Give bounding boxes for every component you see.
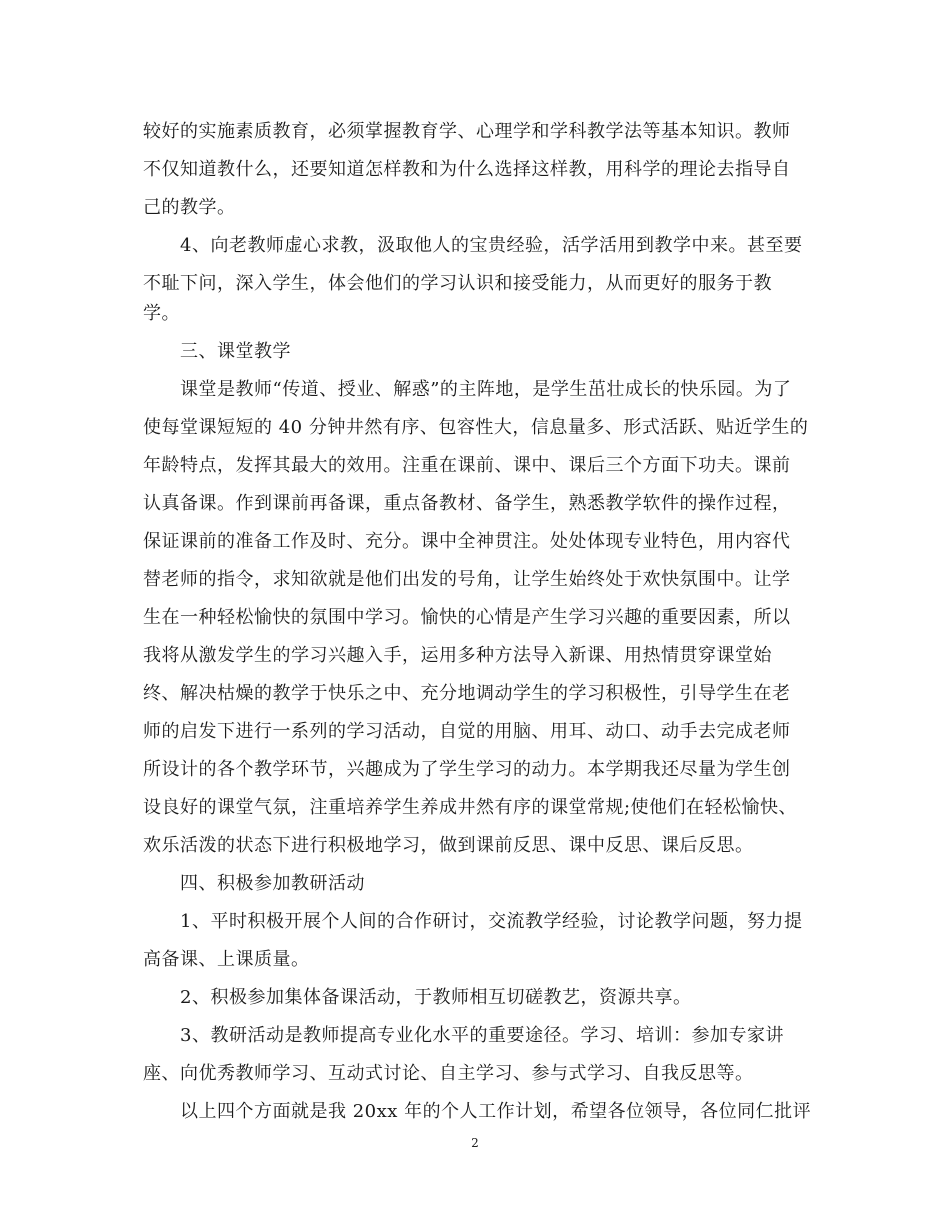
section-heading: 四、积极参加教研活动 [180, 873, 365, 894]
paragraph-line: 设良好的课堂气氛，注重培养学生养成井然有序的课堂常规;使他们在轻松愉快、 [143, 797, 798, 818]
paragraph-line: 所设计的各个教学环节，兴趣成为了学生学习的动力。本学期我还尽量为学生创 [143, 759, 791, 780]
paragraph-line: 保证课前的准备工作及时、充分。课中全神贯注。处处体现专业特色，用内容代 [143, 531, 791, 552]
paragraph-line: 较好的实施素质教育，必须掌握教育学、心理学和学科教学法等基本知识。教师 [143, 121, 791, 142]
paragraph-line: 认真备课。作到课前再备课，重点备教材、备学生，熟悉教学软件的操作过程， [143, 493, 791, 514]
paragraph-line: 我将从激发学生的学习兴趣入手，运用多种方法导入新课、用热情贯穿课堂始 [143, 645, 772, 666]
paragraph-line: 4、向老教师虚心求教，汲取他人的宝贵经验，活学活用到教学中来。甚至要 [180, 235, 803, 256]
paragraph-line: 不耻下问，深入学生，体会他们的学习认识和接受能力，从而更好的服务于教 [143, 273, 772, 294]
paragraph-line: 课堂是教师“传道、授业、解惑”的主阵地，是学生茁壮成长的快乐园。为了 [180, 379, 792, 400]
paragraph-line: 1、平时积极开展个人间的合作研讨，交流教学经验，讨论教学问题，努力提 [180, 911, 803, 932]
paragraph-line: 替老师的指令，求知欲就是他们出发的号角，让学生始终处于欢快氛围中。让学 [143, 569, 791, 590]
paragraph-line: 3、教研活动是教师提高专业化水平的重要途径。学习、培训：参加专家讲 [180, 1025, 784, 1046]
paragraph-line: 使每堂课短短的 40 分钟井然有序、包容性大，信息量多、形式活跃、贴近学生的 [143, 417, 809, 438]
paragraph-line: 2、积极参加集体备课活动，于教师相互切磋教艺，资源共享。 [180, 987, 692, 1008]
paragraph-line: 不仅知道教什么，还要知道怎样教和为什么选择这样教，用科学的理论去指导自 [143, 159, 791, 180]
paragraph-line: 师的启发下进行一系列的学习活动，自觉的用脑、用耳、动口、动手去完成老师 [143, 721, 791, 742]
paragraph-line: 座、向优秀教师学习、互动式讨论、自主学习、参与式学习、自我反思等。 [143, 1063, 754, 1084]
paragraph-line: 生在一种轻松愉快的氛围中学习。愉快的心情是产生学习兴趣的重要因素，所以 [143, 607, 791, 628]
paragraph-line: 终、解决枯燥的教学于快乐之中、充分地调动学生的学习积极性，引导学生在老 [143, 683, 791, 704]
section-heading: 三、课堂教学 [180, 341, 291, 362]
paragraph-line: 己的教学。 [143, 197, 236, 218]
paragraph-line: 欢乐活泼的状态下进行积极地学习，做到课前反思、课中反思、课后反思。 [143, 835, 754, 856]
paragraph-line: 高备课、上课质量。 [143, 949, 310, 970]
paragraph-line: 年龄特点，发挥其最大的效用。注重在课前、课中、课后三个方面下功夫。课前 [143, 455, 791, 476]
page-number: 2 [471, 1136, 479, 1150]
paragraph-line: 学。 [143, 303, 180, 324]
paragraph-line: 以上四个方面就是我 20xx 年的个人工作计划，希望各位领导，各位同仁批评 [180, 1101, 812, 1122]
